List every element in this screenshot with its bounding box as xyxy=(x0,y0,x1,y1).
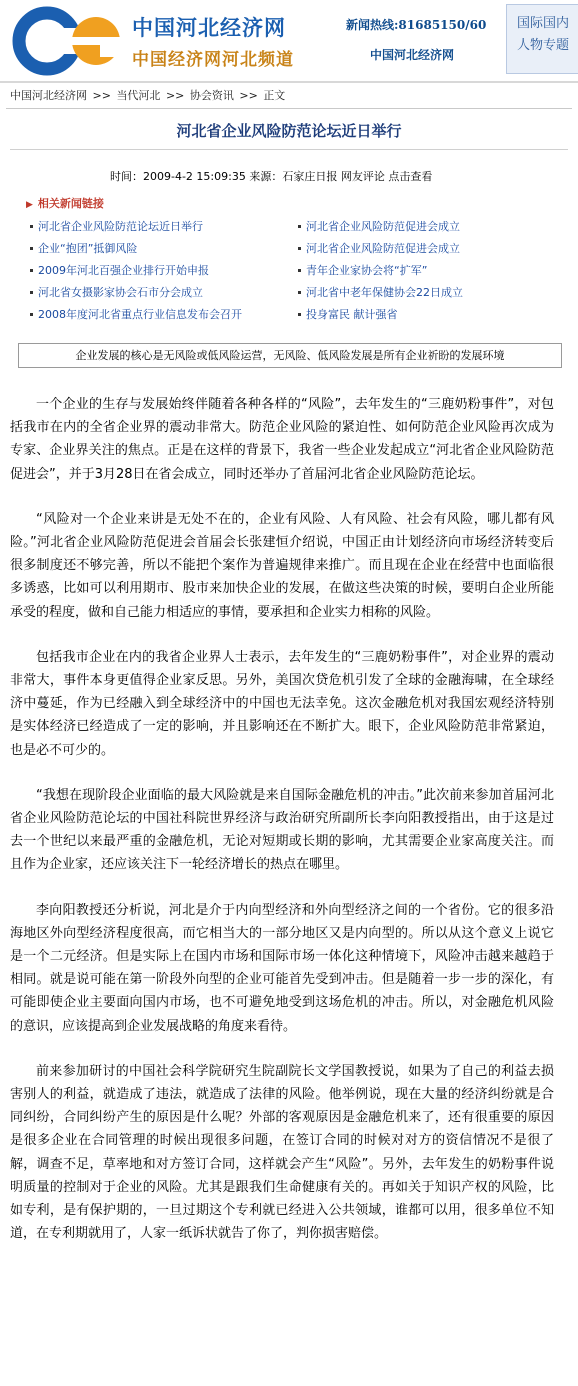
site-header xyxy=(0,0,578,80)
triangle-icon: ▶ xyxy=(26,200,33,210)
banner-ad[interactable] xyxy=(506,4,578,74)
related-news-heading xyxy=(26,195,104,211)
breadcrumb xyxy=(10,87,287,103)
article-paragraph: “风险对一个企业来讲是无处不在的，企业有风险、人有风险、社会有风险，哪儿都有风险。”河北省企业风险防范促进会首届会长张建恒介绍说，中国正由计划经济向市场经济转变后很多制度还不够完善，所以不能把个案作为普遍规律来推广。而且现在企业在经营中也面临很多诱惑，比如可以利用期市、股市来加快企业的发展，在做这些决策的时候，要明白企业所能承受的程度，做和自己能力相适应的事情，要承担和企业实力相称的风险。 xyxy=(10,511,554,620)
bullet-icon xyxy=(30,313,33,316)
article-title: 河北省企业风险防范论坛近日举行 xyxy=(176,122,402,140)
news-hotline: 新闻热线:81685150/60 xyxy=(346,18,487,32)
related-news-link[interactable] xyxy=(30,263,290,285)
related-news-link-text[interactable]: 2009年河北百强企业排行开始申报 xyxy=(38,264,209,277)
breadcrumb-section-link[interactable]: 当代河北 xyxy=(116,89,161,102)
title-divider xyxy=(10,149,568,150)
related-news-link-text[interactable]: 2008年度河北省重点行业信息发布会召开 xyxy=(38,308,242,321)
article-summary: 企业发展的核心是无风险或低风险运营，无风险、低风险发展是所有企业祈盼的发展环境 xyxy=(18,343,562,368)
site-subtitle: 中国经济网河北频道 xyxy=(132,50,294,70)
article-paragraph: 李向阳教授还分析说，河北是介于内向型经济和外向型经济之间的一个省份。它的很多沿海地区外向型经济程度很高，而它相当大的一部分地区又是内向型的。所以从这个意义上说它是一个二元经济。但是实际上在国内市场和国际市场一体化这种情境下，风险冲击越来越趋于相同。就是说可能在第一阶段外向型的企业可能首先受到冲击。但是随着一步一步的深化，有可能即使企业主要面向国内市场，也不可避免地受到这场危机的冲击。所以，对金融危机风险的意识，应该提高到企业发展战略的角度来看待。 xyxy=(10,902,554,1034)
related-news-link-text[interactable]: 企业“抱团”抵御风险 xyxy=(38,242,138,255)
related-news-link-text[interactable]: 河北省中老年保健协会22日成立 xyxy=(306,286,463,299)
breadcrumb-separator: >> xyxy=(165,89,185,102)
breadcrumb-separator: >> xyxy=(92,89,111,102)
site-name: 中国河北经济网 xyxy=(132,15,286,40)
breadcrumb-divider xyxy=(6,108,572,109)
related-news-link[interactable] xyxy=(30,307,290,329)
breadcrumb-category-link[interactable]: 协会资讯 xyxy=(189,89,234,102)
related-news-heading-label: 相关新闻链接 xyxy=(37,197,104,210)
related-news-link[interactable] xyxy=(298,263,558,285)
related-news-link-text[interactable]: 投身富民 献计强省 xyxy=(306,308,398,321)
bullet-icon xyxy=(30,291,33,294)
bullet-icon xyxy=(30,247,33,250)
related-news-link[interactable] xyxy=(30,219,290,241)
bullet-icon xyxy=(298,247,301,250)
article-meta: 时间：2009-4-2 15:09:35 来源：石家庄日报 网友评论 点击查看 xyxy=(110,170,433,183)
related-news-link[interactable] xyxy=(298,285,558,307)
breadcrumb-separator: >> xyxy=(239,89,258,102)
header-divider xyxy=(0,81,578,83)
bullet-icon xyxy=(298,313,301,316)
article-body xyxy=(10,393,554,1268)
article-paragraph: 包括我市企业在内的我省企业界人士表示，去年发生的“三鹿奶粉事件”，对企业界的震动非常大，事件本身更值得企业家反思。另外，美国次贷危机引发了全球的金融海啸，在全球经济中蔓延，作为已经融入到全球经济中的中国也无法幸免。这次金融危机对我国宏观经济特别是实体经济已经造成了一定的影响，并且影响还在不断扩大。眼下，企业风险防范非常紧迫，也是必不可少的。 xyxy=(10,649,554,758)
breadcrumb-home-link[interactable]: 中国河北经济网 xyxy=(10,89,87,102)
hotline-site-name: 中国河北经济网 xyxy=(370,48,455,62)
bullet-icon xyxy=(30,225,33,228)
related-news-right-column xyxy=(298,219,558,329)
related-news-link[interactable] xyxy=(30,241,290,263)
bullet-icon xyxy=(298,225,301,228)
related-news-link-text[interactable]: 青年企业家协会将“扩军” xyxy=(306,264,428,277)
article-paragraph: 一个企业的生存与发展始终伴随着各种各样的“风险”，去年发生的“三鹿奶粉事件”，对包括我市在内的全省企业界的震动非常大。防范企业风险的紧迫性、如何防范企业风险再次成为专家、企业界关注的焦点。正是在这样的背景下，我省一些企业发起成立“河北省企业风险防范促进会”，并于3月28日在省会成立，同时还举办了首届河北省企业风险防范论坛。 xyxy=(10,397,554,482)
related-news-link[interactable] xyxy=(30,285,290,307)
related-news-link-text[interactable]: 河北省企业风险防范促进会成立 xyxy=(306,220,460,233)
related-news-link[interactable] xyxy=(298,307,558,329)
related-news-link-text[interactable]: 河北省企业风险防范促进会成立 xyxy=(306,242,460,255)
related-news-link[interactable] xyxy=(298,241,558,263)
article-paragraph: “我想在现阶段企业面临的最大风险就是来自国际金融危机的冲击。”此次前来参加首届河北省企业风险防范论坛的中国社科院世界经济与政治研究所副所长李向阳教授指出，由于这是过去一个世纪以来最严重的金融危机，无论对短期或长期的影响，尤其需要企业家高度关注。而且作为企业家，还应该关注下一轮经济增长的热点在哪里。 xyxy=(10,787,554,873)
site-logo[interactable] xyxy=(12,6,124,76)
related-news-link[interactable] xyxy=(298,219,558,241)
banner-ad-line[interactable]: 国际国内 xyxy=(517,16,570,31)
bullet-icon xyxy=(30,269,33,272)
related-news-link-text[interactable]: 河北省企业风险防范论坛近日举行 xyxy=(38,220,203,233)
related-news-left-column xyxy=(30,219,290,329)
breadcrumb-current: 正文 xyxy=(263,89,286,102)
bullet-icon xyxy=(298,269,301,272)
related-news-link-text[interactable]: 河北省女摄影家协会石市分会成立 xyxy=(38,286,203,299)
banner-ad-line[interactable]: 人物专题 xyxy=(517,38,570,53)
bullet-icon xyxy=(298,291,301,294)
article-paragraph: 前来参加研讨的中国社会科学院研究生院副院长文学国教授说，如果为了自己的利益去损害别人的利益，就造成了违法，就造成了法律的风险。他举例说，现在大量的经济纠纷就是合同纠纷，合同纠纷产生的原因是什么呢？外部的客观原因是金融危机来了，还有很重要的原因是很多企业在合同管理的时候出现很多问题，在签订合同的时候对对方的资信情况不是很了解，调查不足，草率地和对方签订合同，这样就会产生“风险”。另外，去年发生的奶粉事件说明质量的控制对于企业的风险。尤其是跟我们生命健康有关的。再如关于知识产权的风险，比如专利，是有保护期的，一旦过期这个专利就已经进入公共领域，谁都可以用，很多单位不知道，在专利期就用了，人家一纸诉状就告了你了，判你损害赔偿。 xyxy=(10,1063,554,1242)
